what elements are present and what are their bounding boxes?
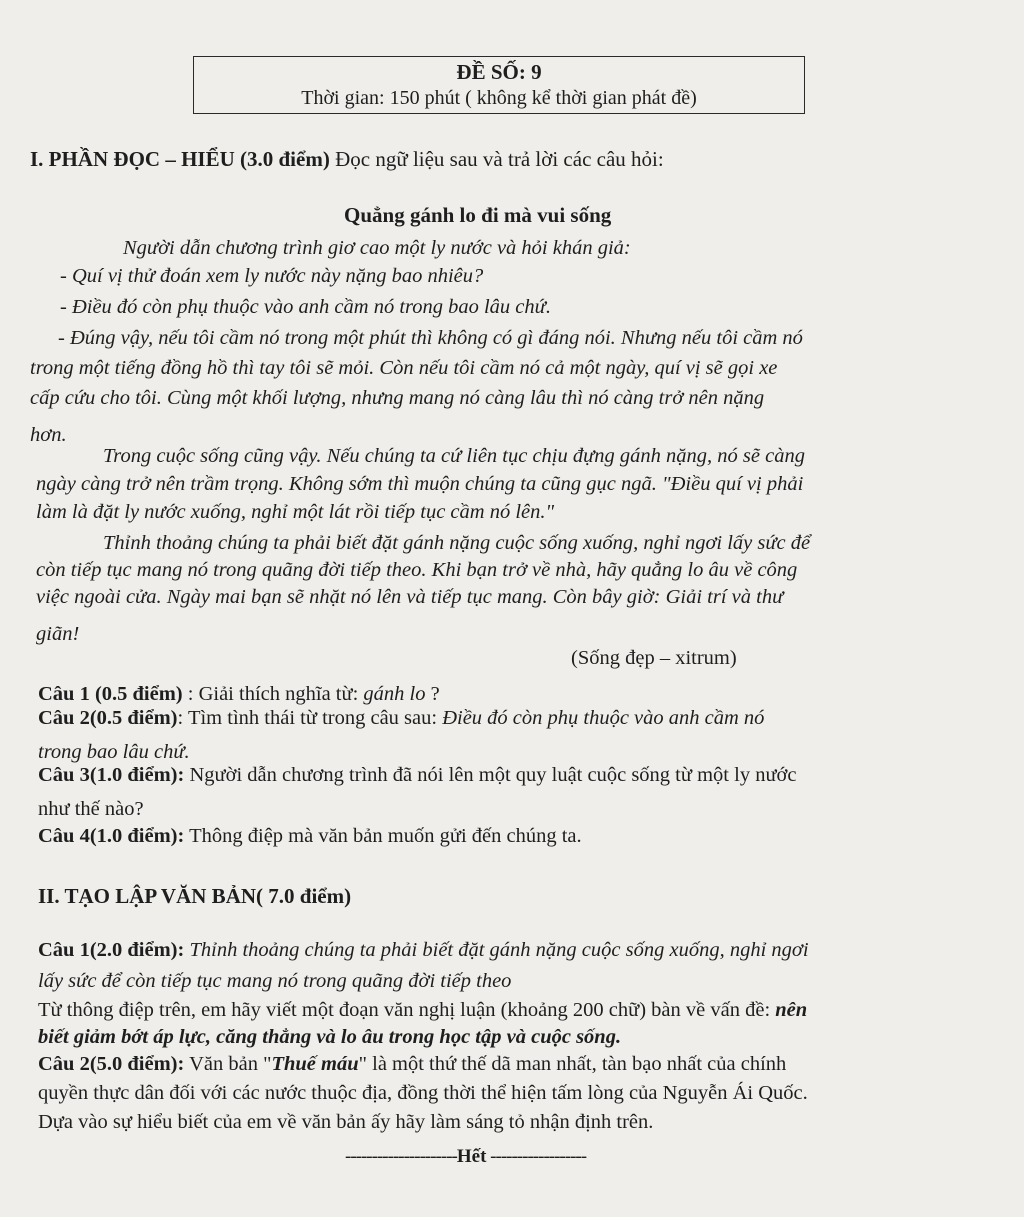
- essay-question-2-task: Dựa vào sự hiểu biết của em về văn bản ấy hãy làm sáng tỏ nhận định trên.: [38, 1111, 654, 1133]
- exam-time: Thời gian: 150 phút ( không kể thời gian phát đề): [301, 87, 697, 109]
- essay-question-1-quote: lấy sức để còn tiếp tục mang nó trong quãng đời tiếp theo: [38, 970, 512, 992]
- passage-title: Quẳng gánh lo đi mà vui sống: [344, 203, 612, 227]
- part1-heading: I. PHẦN ĐỌC – HIỂU (3.0 điểm): [30, 147, 330, 171]
- passage-line: ngày càng trở nên trầm trọng. Không sớm thì muộn chúng ta cũng gục ngã. "Điều quí vị phải: [36, 473, 804, 495]
- question-1: Câu 1 (0.5 điểm) : Giải thích nghĩa từ: gánh lo ?: [38, 683, 440, 705]
- essay-question-1-topic: biết giảm bớt áp lực, căng thẳng và lo âu trong học tập và cuộc sống.: [38, 1026, 622, 1048]
- passage-line: làm là đặt ly nước xuống, nghỉ một lát rồi tiếp tục cầm nó lên.": [36, 501, 555, 523]
- passage-source: (Sống đẹp – xitrum): [571, 647, 737, 669]
- passage-line: - Điều đó còn phụ thuộc vào anh cầm nó trong bao lâu chứ.: [60, 296, 551, 318]
- passage-line: Thỉnh thoảng chúng ta phải biết đặt gánh nặng cuộc sống xuống, nghỉ ngơi lấy sức để: [103, 532, 811, 554]
- passage-line: Trong cuộc sống cũng vậy. Nếu chúng ta cứ liên tục chịu đựng gánh nặng, nó sẽ càng: [103, 445, 805, 467]
- essay-question-1: Câu 1(2.0 điểm): Thỉnh thoảng chúng ta phải biết đặt gánh nặng cuộc sống xuống, nghỉ ngơi: [38, 939, 809, 961]
- passage-line: còn tiếp tục mang nó trong quãng đời tiếp theo. Khi bạn trở về nhà, hãy quẳng lo âu về công: [36, 559, 798, 581]
- part1-instruction: Đọc ngữ liệu sau và trả lời các câu hỏi:: [329, 147, 664, 171]
- passage-line: - Đúng vậy, nếu tôi cầm nó trong một phút thì không có gì đáng nói. Nhưng nếu tôi cầm nó: [58, 327, 803, 349]
- essay-question-2: Câu 2(5.0 điểm): Văn bản "Thuế máu" là một thứ thế dã man nhất, tàn bạo nhất của chính: [38, 1053, 787, 1075]
- essay-question-1-task: Từ thông điệp trên, em hãy viết một đoạn văn nghị luận (khoảng 200 chữ) bàn về vấn đề: nên: [38, 999, 808, 1021]
- question-2-cont: trong bao lâu chứ.: [38, 741, 190, 763]
- passage-line: cấp cứu cho tôi. Cùng một khối lượng, nhưng mang nó càng lâu thì nó càng trở nên nặng: [30, 387, 765, 409]
- passage-line: trong một tiếng đồng hồ thì tay tôi sẽ mỏi. Còn nếu tôi cầm nó cả một ngày, quí vị sẽ gọi xe: [30, 357, 778, 379]
- part1-heading-line: [30, 149, 664, 170]
- part2-heading: II. TẠO LẬP VĂN BẢN( 7.0 điểm): [38, 884, 352, 908]
- question-3: Câu 3(1.0 điểm): Người dẫn chương trình đã nói lên một quy luật cuộc sống từ một ly nước: [38, 764, 797, 786]
- question-2: Câu 2(0.5 điểm): Tìm tình thái từ trong câu sau: Điều đó còn phụ thuộc vào anh cầm nó: [38, 707, 765, 729]
- passage-line: hơn.: [30, 424, 67, 446]
- question-3-cont: như thế nào?: [38, 798, 144, 820]
- end-marker: ---------------------Hết ------------------: [345, 1146, 587, 1167]
- exam-header-box: [193, 56, 805, 114]
- passage-line: Người dẫn chương trình giơ cao một ly nước và hỏi khán giả:: [123, 237, 631, 259]
- essay-question-2-cont: quyền thực dân đối với các nước thuộc địa, đồng thời thể hiện tấm lòng của Nguyễn Ái Quốc.: [38, 1082, 808, 1104]
- exam-title: ĐỀ SỐ: 9: [456, 60, 542, 84]
- passage-line: giãn!: [36, 623, 80, 645]
- passage-line: việc ngoài cửa. Ngày mai bạn sẽ nhặt nó lên và tiếp tục mang. Còn bây giờ: Giải trí và thư: [36, 586, 784, 608]
- question-4: Câu 4(1.0 điểm): Thông điệp mà văn bản muốn gửi đến chúng ta.: [38, 825, 582, 847]
- passage-line: - Quí vị thử đoán xem ly nước này nặng bao nhiêu?: [60, 265, 484, 287]
